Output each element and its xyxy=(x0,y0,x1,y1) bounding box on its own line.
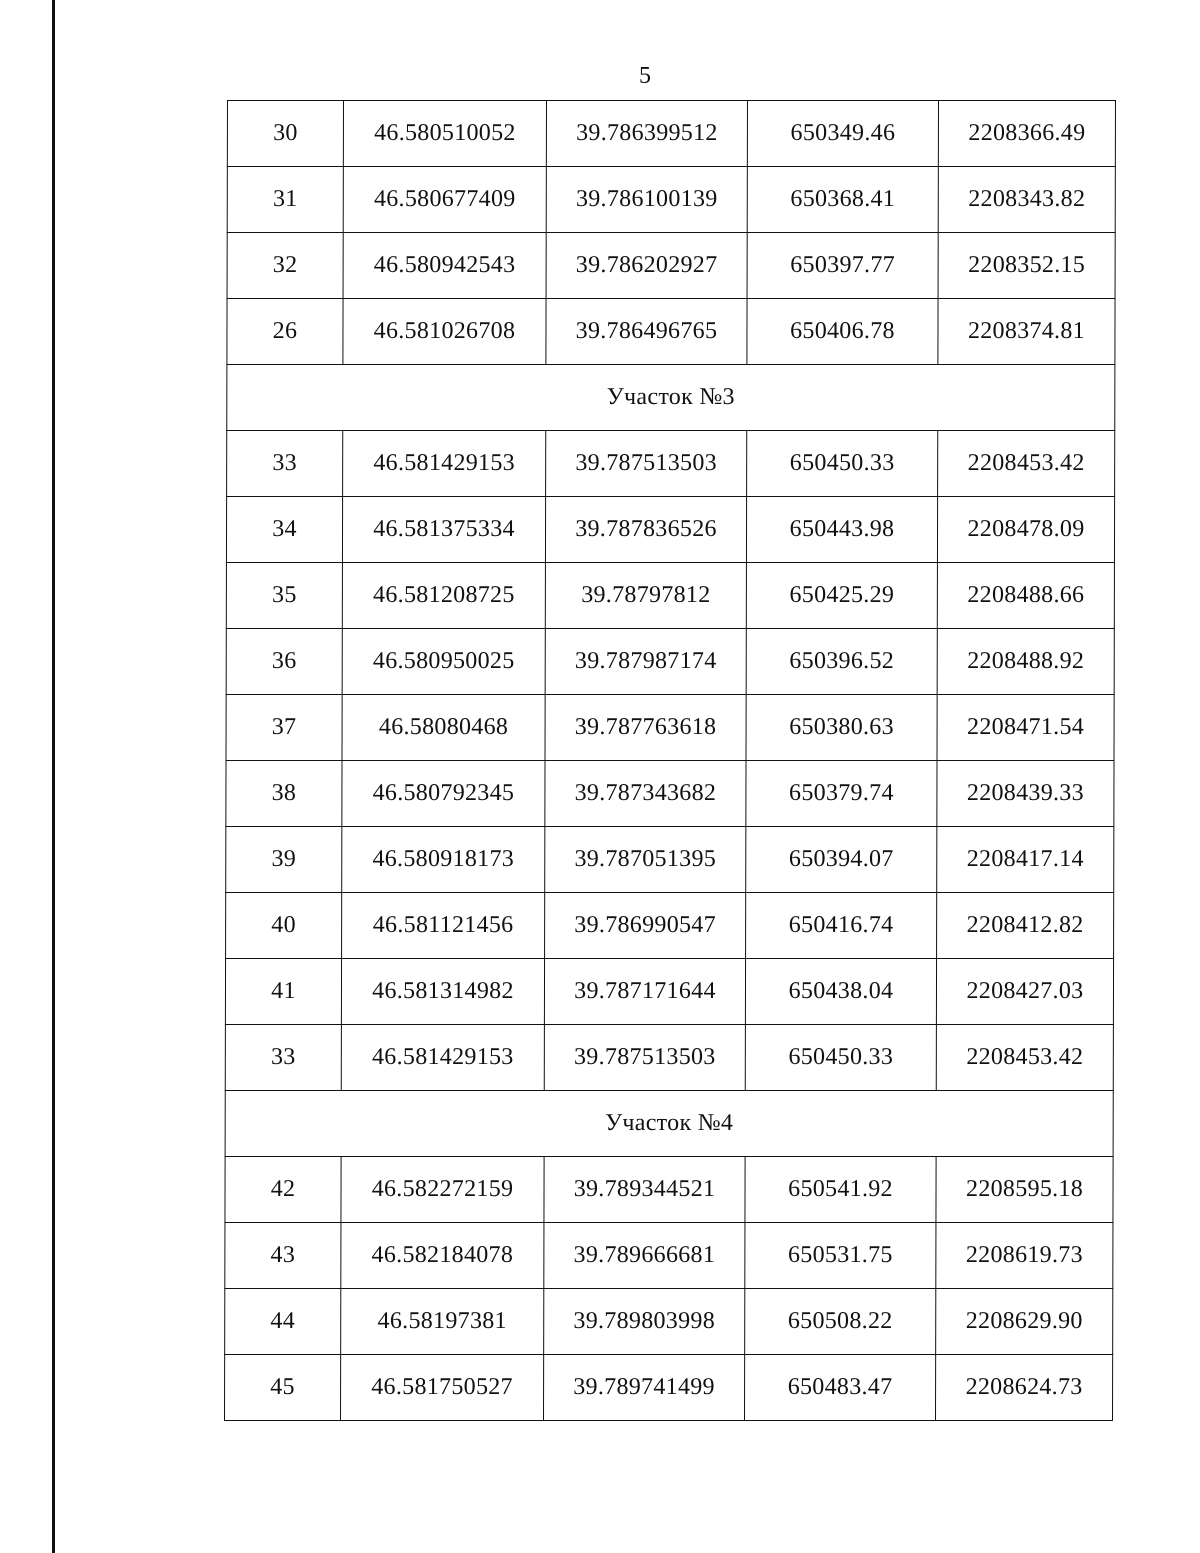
latitude-cell: 46.58080468 xyxy=(342,695,545,761)
latitude-cell: 46.580950025 xyxy=(342,629,545,695)
point-number-cell: 39 xyxy=(226,827,342,893)
table-row xyxy=(227,167,1115,233)
latitude-cell: 46.581429153 xyxy=(343,431,546,497)
y-coordinate-cell: 2208412.82 xyxy=(937,893,1114,959)
longitude-cell: 39.787051395 xyxy=(545,827,746,893)
latitude-cell: 46.582184078 xyxy=(341,1223,544,1289)
table-row xyxy=(226,629,1114,695)
latitude-cell: 46.580510052 xyxy=(343,101,546,167)
x-coordinate-cell: 650397.77 xyxy=(747,233,938,299)
y-coordinate-cell: 2208624.73 xyxy=(936,1355,1113,1421)
longitude-cell: 39.789344521 xyxy=(544,1157,745,1223)
y-coordinate-cell: 2208595.18 xyxy=(936,1157,1113,1223)
point-number-cell: 38 xyxy=(226,761,342,827)
table-row xyxy=(225,1157,1113,1223)
table-row xyxy=(226,827,1114,893)
longitude-cell: 39.786496765 xyxy=(546,299,747,365)
x-coordinate-cell: 650438.04 xyxy=(745,959,936,1025)
table-row xyxy=(226,893,1114,959)
point-number-cell: 37 xyxy=(226,695,342,761)
y-coordinate-cell: 2208374.81 xyxy=(938,299,1115,365)
latitude-cell: 46.580918173 xyxy=(342,827,545,893)
x-coordinate-cell: 650379.74 xyxy=(746,761,937,827)
page-margin-line xyxy=(52,0,55,1553)
page-number: 5 xyxy=(639,63,651,89)
x-coordinate-cell: 650450.33 xyxy=(747,431,938,497)
y-coordinate-cell: 2208427.03 xyxy=(936,959,1113,1025)
x-coordinate-cell: 650349.46 xyxy=(747,101,938,167)
x-coordinate-cell: 650508.22 xyxy=(745,1289,936,1355)
latitude-cell: 46.581121456 xyxy=(342,893,545,959)
longitude-cell: 39.787836526 xyxy=(545,497,746,563)
longitude-cell: 39.787513503 xyxy=(546,431,747,497)
table-row xyxy=(227,233,1115,299)
table-row xyxy=(227,431,1115,497)
point-number-cell: 33 xyxy=(225,1025,341,1091)
point-number-cell: 34 xyxy=(226,497,342,563)
point-number-cell: 26 xyxy=(227,299,343,365)
table-row xyxy=(225,1025,1113,1091)
table-row xyxy=(226,695,1114,761)
table-row xyxy=(225,1223,1113,1289)
y-coordinate-cell: 2208478.09 xyxy=(937,497,1114,563)
section-title: Участок №3 xyxy=(227,365,1115,431)
y-coordinate-cell: 2208453.42 xyxy=(936,1025,1113,1091)
latitude-cell: 46.58197381 xyxy=(341,1289,544,1355)
point-number-cell: 35 xyxy=(226,563,342,629)
latitude-cell: 46.581375334 xyxy=(342,497,545,563)
longitude-cell: 39.786100139 xyxy=(546,167,747,233)
coordinates-table-body xyxy=(225,101,1116,1421)
point-number-cell: 32 xyxy=(227,233,343,299)
y-coordinate-cell: 2208343.82 xyxy=(938,167,1115,233)
longitude-cell: 39.789741499 xyxy=(544,1355,745,1421)
longitude-cell: 39.787763618 xyxy=(545,695,746,761)
longitude-cell: 39.789666681 xyxy=(544,1223,745,1289)
coordinates-table xyxy=(224,100,1116,1421)
table-row xyxy=(225,1289,1113,1355)
table-row xyxy=(227,299,1115,365)
y-coordinate-cell: 2208453.42 xyxy=(938,431,1115,497)
longitude-cell: 39.787343682 xyxy=(545,761,746,827)
point-number-cell: 30 xyxy=(227,101,343,167)
x-coordinate-cell: 650380.63 xyxy=(746,695,937,761)
y-coordinate-cell: 2208629.90 xyxy=(936,1289,1113,1355)
x-coordinate-cell: 650368.41 xyxy=(747,167,938,233)
x-coordinate-cell: 650416.74 xyxy=(746,893,937,959)
x-coordinate-cell: 650541.92 xyxy=(745,1157,936,1223)
x-coordinate-cell: 650531.75 xyxy=(745,1223,936,1289)
latitude-cell: 46.581208725 xyxy=(342,563,545,629)
y-coordinate-cell: 2208488.66 xyxy=(937,563,1114,629)
y-coordinate-cell: 2208619.73 xyxy=(936,1223,1113,1289)
y-coordinate-cell: 2208439.33 xyxy=(937,761,1114,827)
longitude-cell: 39.787513503 xyxy=(544,1025,745,1091)
table-row xyxy=(225,1355,1113,1421)
longitude-cell: 39.787987174 xyxy=(545,629,746,695)
x-coordinate-cell: 650483.47 xyxy=(745,1355,936,1421)
table-row xyxy=(227,101,1115,167)
x-coordinate-cell: 650450.33 xyxy=(745,1025,936,1091)
point-number-cell: 43 xyxy=(225,1223,341,1289)
latitude-cell: 46.581026708 xyxy=(343,299,546,365)
table-row xyxy=(226,563,1114,629)
x-coordinate-cell: 650394.07 xyxy=(746,827,937,893)
point-number-cell: 42 xyxy=(225,1157,341,1223)
point-number-cell: 40 xyxy=(226,893,342,959)
y-coordinate-cell: 2208352.15 xyxy=(938,233,1115,299)
x-coordinate-cell: 650406.78 xyxy=(747,299,938,365)
y-coordinate-cell: 2208488.92 xyxy=(937,629,1114,695)
point-number-cell: 36 xyxy=(226,629,342,695)
section-header-row xyxy=(225,1091,1113,1157)
table-row xyxy=(225,959,1113,1025)
longitude-cell: 39.789803998 xyxy=(544,1289,745,1355)
x-coordinate-cell: 650425.29 xyxy=(746,563,937,629)
latitude-cell: 46.580677409 xyxy=(343,167,546,233)
point-number-cell: 45 xyxy=(225,1355,341,1421)
longitude-cell: 39.786990547 xyxy=(545,893,746,959)
section-header-row xyxy=(227,365,1115,431)
longitude-cell: 39.787171644 xyxy=(544,959,745,1025)
x-coordinate-cell: 650443.98 xyxy=(746,497,937,563)
latitude-cell: 46.581429153 xyxy=(341,1025,544,1091)
y-coordinate-cell: 2208366.49 xyxy=(938,101,1115,167)
latitude-cell: 46.580792345 xyxy=(342,761,545,827)
table-row xyxy=(226,761,1114,827)
longitude-cell: 39.786399512 xyxy=(546,101,747,167)
table-row xyxy=(226,497,1114,563)
x-coordinate-cell: 650396.52 xyxy=(746,629,937,695)
point-number-cell: 31 xyxy=(227,167,343,233)
longitude-cell: 39.78797812 xyxy=(545,563,746,629)
point-number-cell: 41 xyxy=(225,959,341,1025)
latitude-cell: 46.580942543 xyxy=(343,233,546,299)
latitude-cell: 46.581314982 xyxy=(341,959,544,1025)
latitude-cell: 46.582272159 xyxy=(341,1157,544,1223)
y-coordinate-cell: 2208471.54 xyxy=(937,695,1114,761)
point-number-cell: 44 xyxy=(225,1289,341,1355)
latitude-cell: 46.581750527 xyxy=(341,1355,544,1421)
point-number-cell: 33 xyxy=(227,431,343,497)
longitude-cell: 39.786202927 xyxy=(546,233,747,299)
y-coordinate-cell: 2208417.14 xyxy=(937,827,1114,893)
section-title: Участок №4 xyxy=(225,1091,1113,1157)
